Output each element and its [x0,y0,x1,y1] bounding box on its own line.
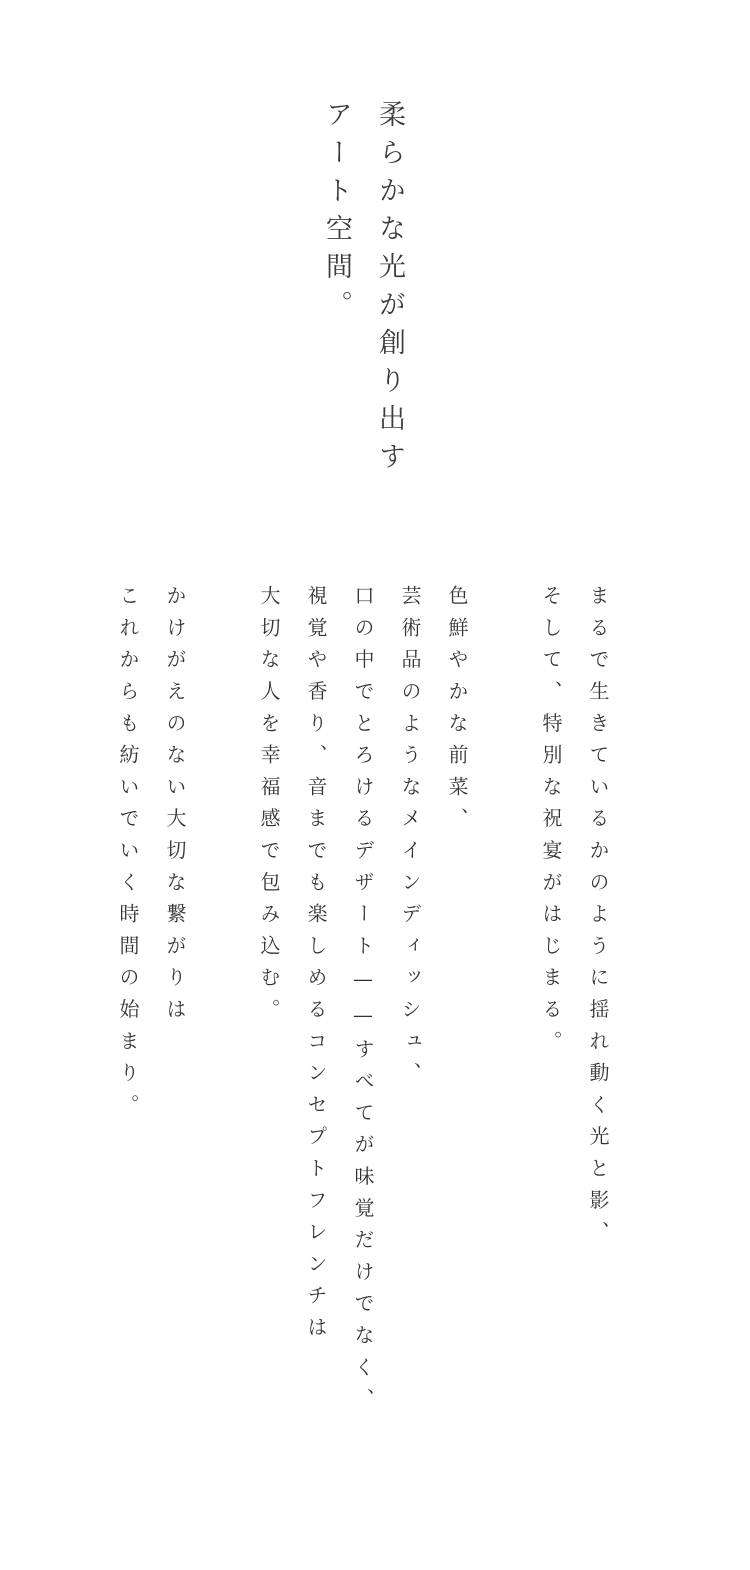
body-line: まるで生きているかのように揺れ動く光と影、 [586,585,610,1253]
body-line: これからも紡いでいく時間の始まり。 [116,585,140,1126]
headline-line: 柔らかな光が創り出す [374,100,405,480]
body-line: 大切な人を幸福感で包み込む。 [257,585,281,1031]
body-line: 色鮮やかな前菜、 [445,585,469,840]
body-line: 視覚や香り、音までも楽しめるコンセプトフレンチは [304,585,328,1349]
headline-line: アート空間。 [321,100,352,328]
body-line: 芸術品のようなメインディッシュ、 [398,585,422,1094]
body-line: かけがえのない大切な繋がりは [163,585,187,1031]
body-line: そして、特別な祝宴がはじまる。 [539,585,563,1062]
body-line: 口の中でとろけるデザート——すべてが味覚だけでなく、 [351,585,375,1420]
